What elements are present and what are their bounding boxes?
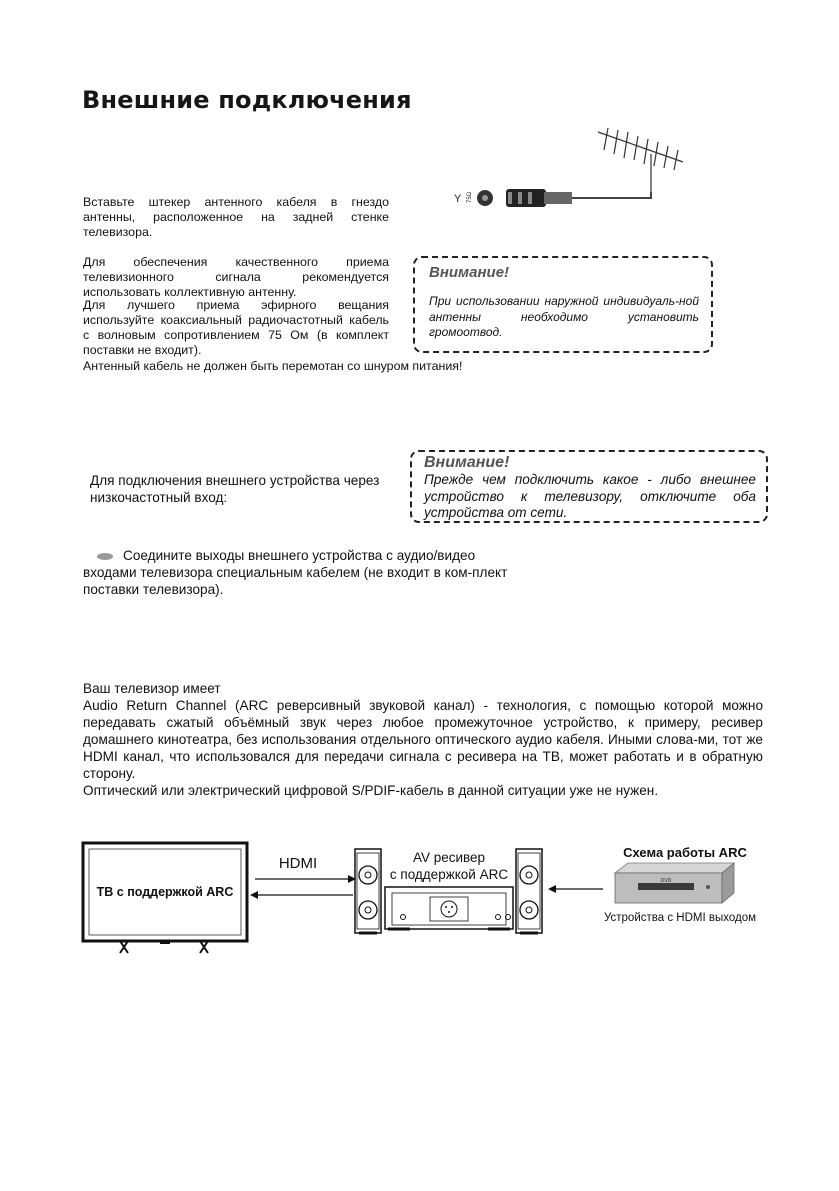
tv-foot-right <box>200 941 208 953</box>
lowfreq-bullet-text: Соедините выходы внешнего устройства с аудио/видео входами телевизора специальным кабелем (не входит в ком-плект поставки телевизора). <box>83 548 508 597</box>
antenna-boom <box>598 132 683 162</box>
antenna-paragraph-1: Вставьте штекер антенного кабеля в гнездо антенны, расположенное на задней стенке телевизора. <box>83 195 389 239</box>
lowfreq-warning-text: Прежде чем подключить какое - либо внешнее устройство к телевизору, отключите оба устройства от сети. <box>424 472 756 520</box>
antenna-plug-sleeve <box>544 192 572 204</box>
tv-label: ТВ с поддержкой ARC <box>96 885 234 899</box>
lowfreq-warning-title: Внимание! <box>424 454 510 471</box>
arc-paragraph: Audio Return Channel (ARC реверсивный звуковой канал) - технология, с помощью которой можно передавать сжатый объёмный звук через любое промежуточное устройство, к примеру, ресивер домашнего кинотеатра, без использования отдельного оптического аудио кабеля. Иными слова-ми, тот же HDMI канал, что использовался для передачи сигнала с ресивера на ТВ, может работать и в обратную сторону. <box>83 698 763 781</box>
hdmi-label: HDMI <box>278 855 318 872</box>
bullet-dot-icon <box>97 553 113 560</box>
dvd-label: DVD <box>660 878 672 884</box>
antenna-diagram <box>448 126 688 221</box>
receiver-label-2: с поддержкой ARC <box>389 867 509 882</box>
lowfreq-warning-box <box>410 450 768 523</box>
antenna-elements <box>604 128 678 170</box>
antenna-paragraph-2: Для обеспечения качественного приема телевизионного сигнала рекомендуется использовать коллективную антенну. <box>83 255 389 299</box>
antenna-paragraph-3: Для лучшего приема эфирного вещания используйте коаксиальный радиочастотный кабель с волновым сопротивлением 75 Ом (в комплект поставки не входит). <box>83 298 389 357</box>
scheme-title: Схема работы ARC <box>623 845 747 860</box>
antenna-symbol-icon: Y <box>454 193 462 205</box>
antenna-warning-box <box>413 256 713 353</box>
antenna-paragraph-4: Антенный кабель не должен быть перемотан со шнуром питания! <box>83 359 463 373</box>
page-title: Внешние подключения <box>82 86 412 114</box>
lowfreq-bullet <box>83 547 519 598</box>
av-receiver <box>385 887 513 929</box>
tv-foot-left <box>120 941 128 953</box>
lowfreq-intro: Для подключения внешнего устройства через низкочастотный вход: <box>90 473 380 505</box>
arc-line-last: Оптический или электрический цифровой S/PDIF-кабель в данной ситуации уже не нужен. <box>83 783 659 798</box>
receiver-label-1: AV ресивер <box>412 850 486 865</box>
speaker-right <box>516 849 542 933</box>
antenna-warning-title: Внимание! <box>429 264 510 281</box>
jack-impedance-label: 75Ω <box>467 191 473 203</box>
antenna-warning-text: При использовании наружной индивидуаль-ной антенны необходимо установить громоотвод. <box>429 294 699 339</box>
speaker-left <box>355 849 381 933</box>
antenna-cable <box>570 192 651 198</box>
arc-diagram <box>80 835 770 960</box>
dvd-player-icon <box>615 863 734 903</box>
arc-line-1: Ваш телевизор имеет <box>83 681 221 696</box>
device-label: Устройства с HDMI выходом <box>603 912 757 924</box>
